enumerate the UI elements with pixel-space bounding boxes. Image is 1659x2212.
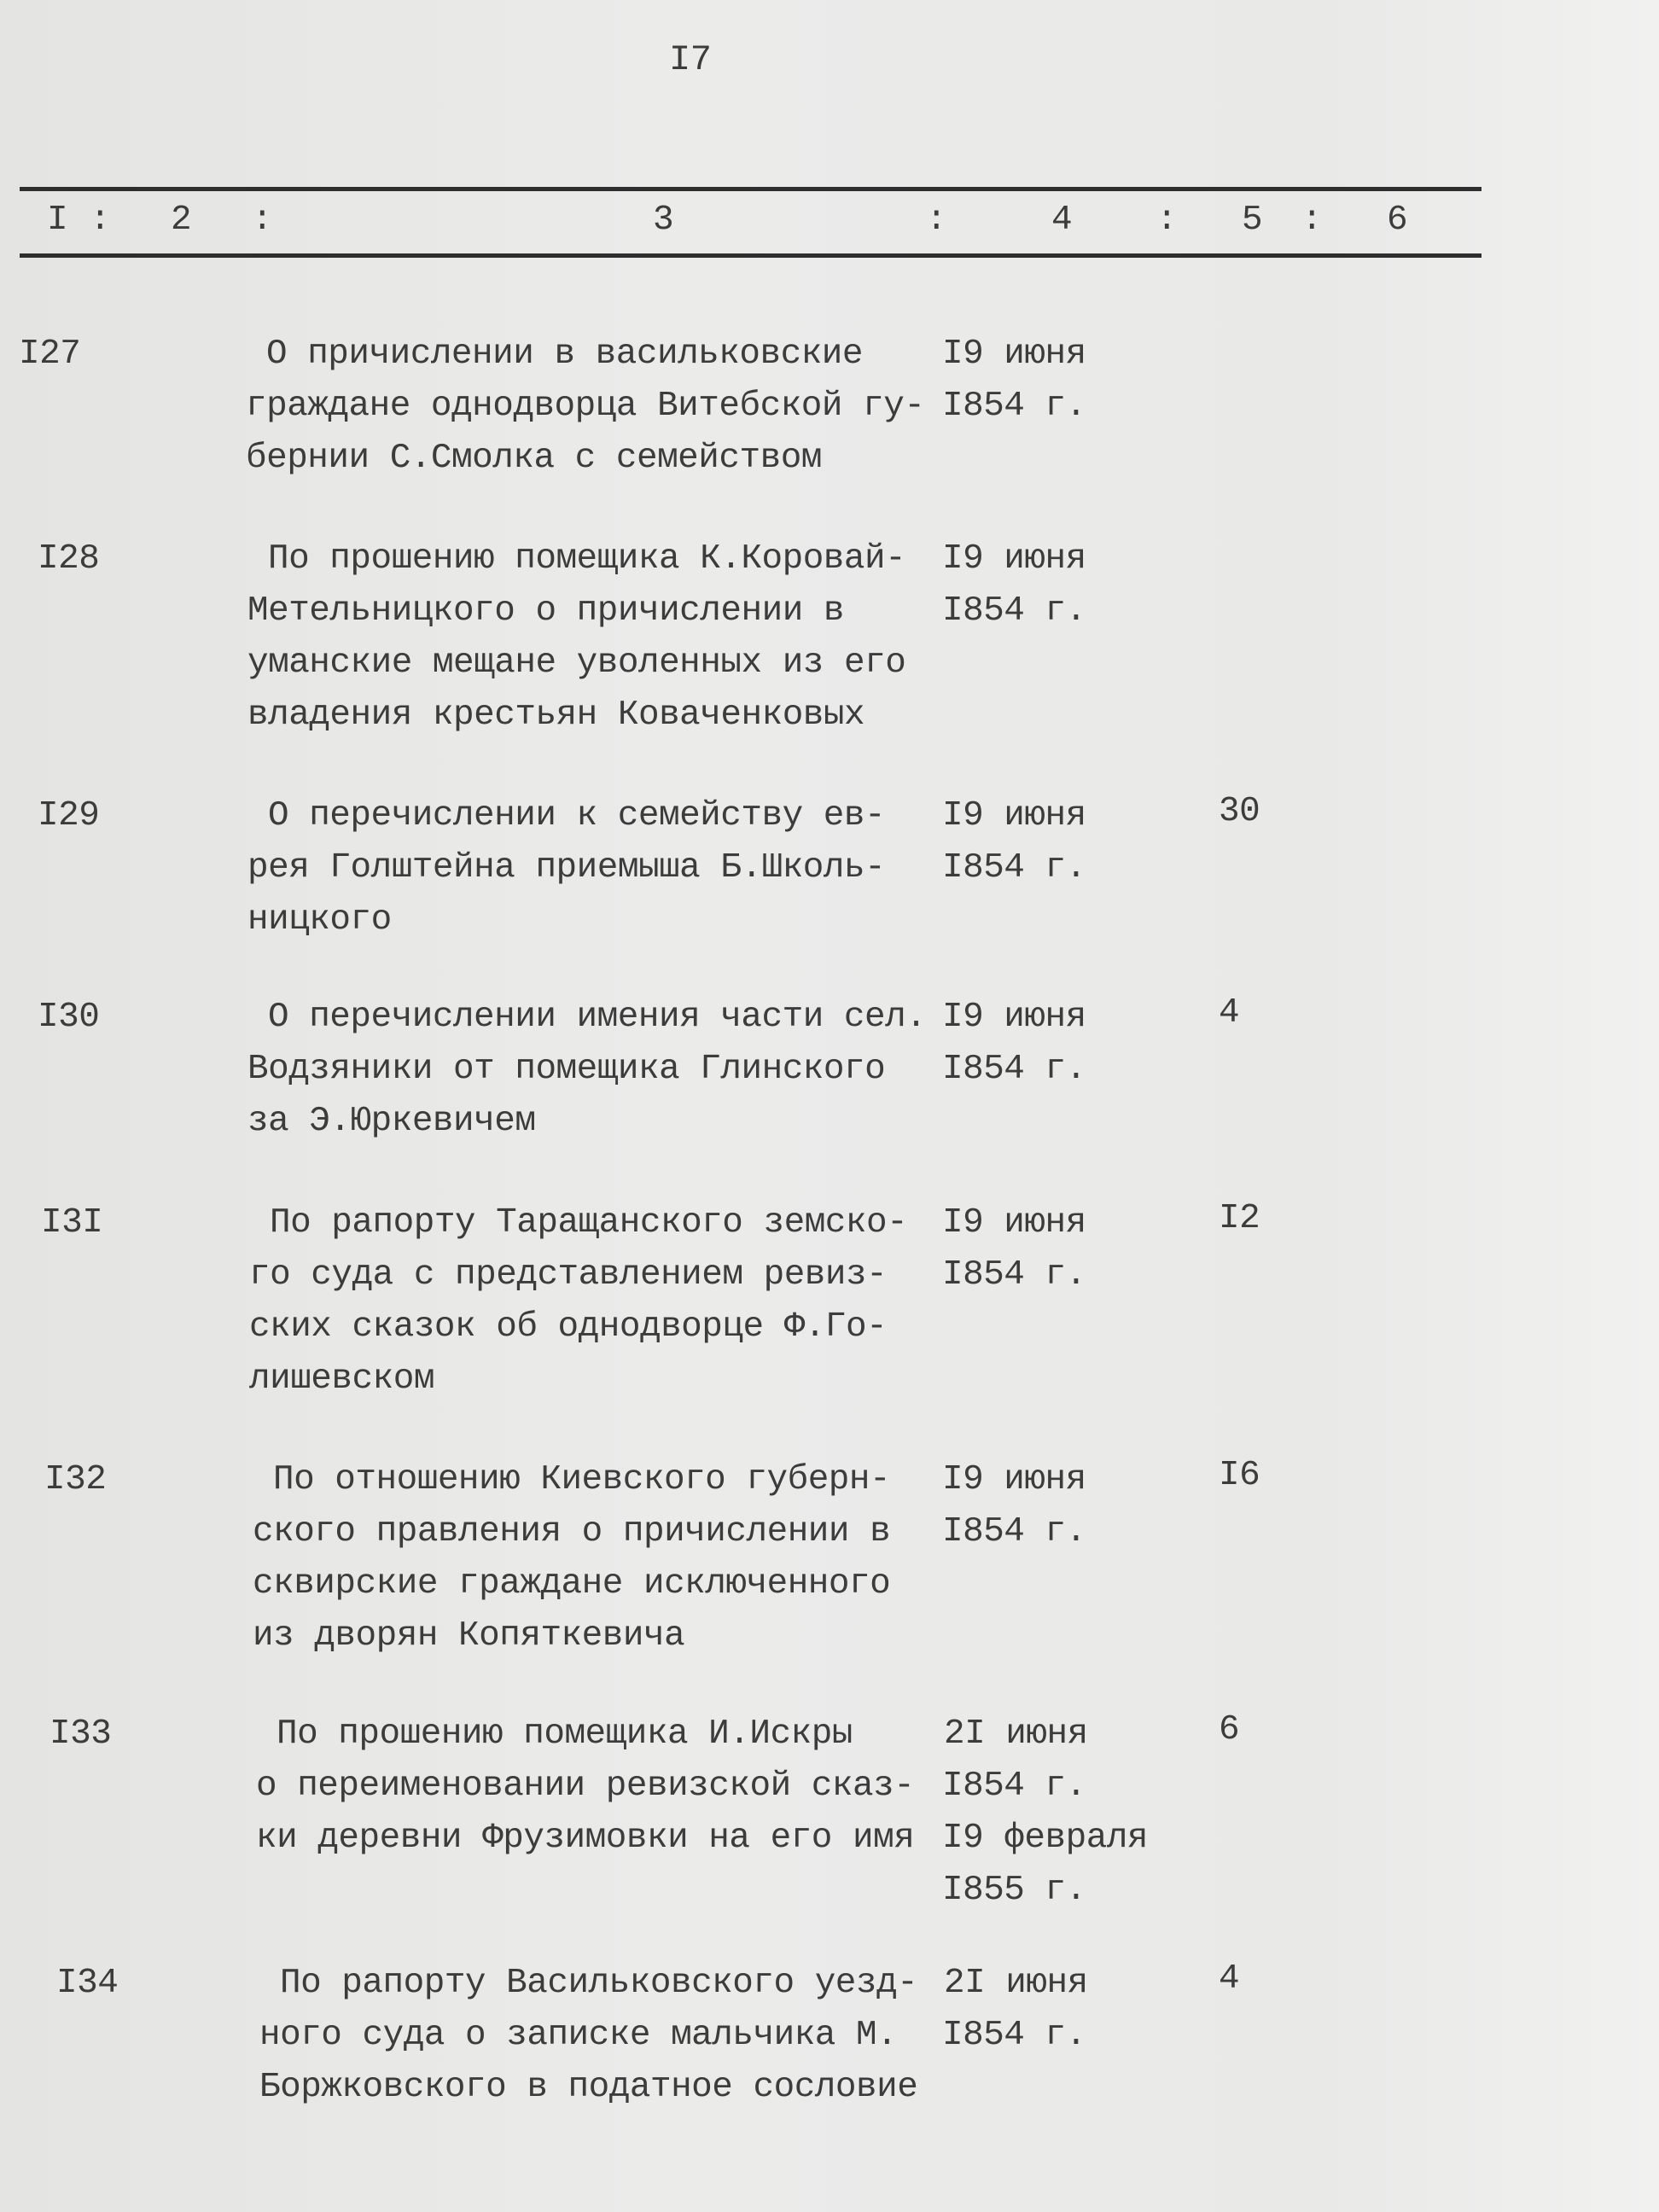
- entry-number: I28: [38, 539, 100, 579]
- entry-date-line: I855 г.: [942, 1871, 1086, 1910]
- entry-date-line: I854 г.: [942, 1512, 1086, 1551]
- column-separator: :: [90, 201, 111, 240]
- entry-description-line: О перечислении имения части сел.: [268, 998, 927, 1037]
- entry-date-line: I9 июня: [942, 539, 1086, 579]
- entry-description-line: Боржковского в податное сословие: [259, 2068, 918, 2107]
- column-separator: :: [252, 201, 273, 240]
- entry-description-line: По прошению помещика К.Коровай-: [268, 539, 906, 579]
- table-header-bottom-rule: [20, 253, 1481, 258]
- entry-description-line: лишевском: [249, 1359, 434, 1399]
- column-header: 2: [171, 201, 192, 240]
- entry-description-line: за Э.Юркевичем: [247, 1102, 536, 1141]
- entry-date-line: I9 июня: [942, 335, 1086, 374]
- entry-date-line: I9 февраля: [942, 1819, 1149, 1858]
- column-header: 5: [1242, 201, 1263, 240]
- entry-number: I34: [56, 1964, 119, 2003]
- entry-description-line: ницкого: [247, 900, 392, 940]
- entry-sheet-count: I2: [1219, 1199, 1260, 1238]
- column-separator: :: [926, 201, 947, 240]
- entry-number: I29: [38, 796, 100, 835]
- entry-date-line: 2I июня: [944, 1964, 1088, 2003]
- entry-number: I33: [49, 1714, 112, 1754]
- entry-date-line: I854 г.: [942, 387, 1086, 426]
- entry-sheet-count: 4: [1219, 1959, 1240, 1999]
- entry-description-line: ских сказок об однодворце Ф.Го-: [249, 1307, 888, 1347]
- entry-description-line: ки деревни Фрузимовки на его имя: [256, 1819, 915, 1858]
- entry-date-line: I854 г.: [942, 591, 1086, 631]
- column-header: 4: [1051, 201, 1073, 240]
- entry-description-line: Водзяники от помещика Глинского: [247, 1050, 886, 1089]
- entry-description-line: По прошению помещика И.Искры: [276, 1714, 853, 1754]
- entry-description-line: владения крестьян Коваченковых: [247, 696, 865, 735]
- entry-description-line: граждане однодворца Витебской гу-: [246, 387, 925, 426]
- entry-description-line: сквирские граждане исключенного: [253, 1564, 891, 1604]
- entry-sheet-count: 6: [1219, 1710, 1240, 1749]
- entry-sheet-count: I6: [1219, 1456, 1260, 1495]
- entry-date-line: I9 июня: [942, 1460, 1086, 1499]
- entry-description-line: из дворян Копяткевича: [253, 1616, 685, 1656]
- entry-description-line: Метельницкого о причислении в: [247, 591, 845, 631]
- entry-description-line: О причислении в васильковские: [266, 335, 864, 374]
- entry-description-line: По рапорту Таращанского земско-: [270, 1203, 908, 1243]
- entry-date-line: I854 г.: [942, 848, 1086, 888]
- entry-sheet-count: 4: [1219, 993, 1240, 1033]
- entry-description-line: По отношению Киевского губерн-: [273, 1460, 891, 1499]
- entry-description-line: рея Голштейна приемыша Б.Школь-: [247, 848, 886, 888]
- table-top-rule: [20, 187, 1481, 191]
- entry-date-line: I854 г.: [942, 1255, 1086, 1295]
- entry-number: I30: [38, 998, 100, 1037]
- entry-date-line: 2I июня: [944, 1714, 1088, 1754]
- entry-description-line: ского правления о причислении в: [253, 1512, 891, 1551]
- column-header: I: [47, 201, 68, 240]
- entry-sheet-count: 30: [1219, 792, 1260, 831]
- column-header: 3: [653, 201, 674, 240]
- entry-date-line: I854 г.: [942, 1050, 1086, 1089]
- entry-date-line: I9 июня: [942, 796, 1086, 835]
- entry-description-line: По рапорту Васильковского уезд-: [280, 1964, 918, 2003]
- entry-description-line: бернии С.Смолка с семейством: [246, 439, 822, 478]
- entry-date-line: I9 июня: [942, 1203, 1086, 1243]
- entry-description-line: уманские мещане уволенных из его: [247, 643, 906, 683]
- entry-date-line: I854 г.: [942, 2016, 1086, 2055]
- entry-number: I3I: [41, 1203, 103, 1243]
- entry-number: I27: [19, 335, 81, 374]
- column-separator: :: [1301, 201, 1323, 240]
- column-separator: :: [1156, 201, 1178, 240]
- entry-date-line: I854 г.: [942, 1767, 1086, 1806]
- entry-date-line: I9 июня: [942, 998, 1086, 1037]
- page-number: I7: [669, 39, 712, 80]
- entry-description-line: го суда с представлением ревиз-: [249, 1255, 888, 1295]
- entry-description-line: О перечислении к семейству ев-: [268, 796, 886, 835]
- column-header: 6: [1387, 201, 1408, 240]
- entry-description-line: ного суда о записке мальчика М.: [259, 2016, 898, 2055]
- entry-number: I32: [44, 1460, 107, 1499]
- entry-description-line: о переименовании ревизской сказ-: [256, 1767, 915, 1806]
